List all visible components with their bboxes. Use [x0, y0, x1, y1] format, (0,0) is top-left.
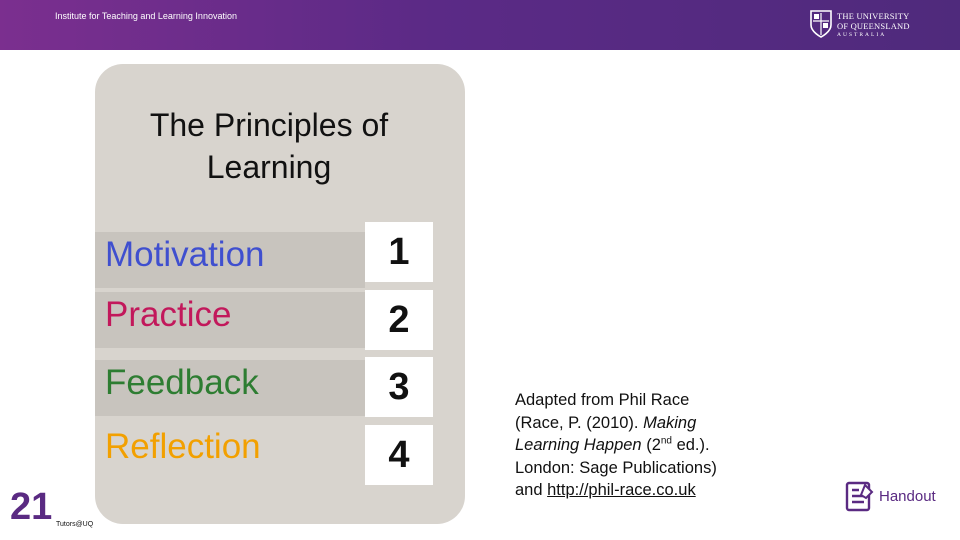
header-bar — [0, 0, 960, 50]
principle-number-3: 3 — [365, 357, 433, 417]
credit-line-1: Adapted from Phil Race — [515, 391, 690, 409]
credit-citation: (Race, P. (2010). — [515, 413, 644, 432]
source-credit — [515, 389, 775, 502]
institute-name: Institute for Teaching and Learning Innovation — [55, 11, 237, 21]
logo-text-line3: AUSTRALIA — [837, 32, 887, 38]
credit-and: and — [515, 481, 548, 499]
panel-title: The Principles of Learning — [149, 107, 389, 185]
handout-button[interactable] — [845, 481, 940, 515]
credit-edition-end: ed.). — [672, 436, 710, 454]
principle-label-practice: Practice — [95, 292, 365, 348]
tutor-tag: Tutors@UQ — [56, 521, 94, 528]
credit-line-3 — [515, 434, 775, 457]
credit-edition: (2 — [641, 436, 661, 454]
handout-label: Handout — [879, 488, 936, 505]
phil-race-link[interactable]: http://phil-race.co.uk — [547, 481, 696, 499]
credit-edition-suffix: nd — [660, 435, 672, 447]
principle-number-4: 4 — [365, 425, 433, 485]
handout-icon — [845, 481, 875, 513]
logo-text-line2: OF QUEENSLAND — [837, 21, 910, 31]
slide-number: 21 — [10, 486, 53, 528]
principle-number-1: 1 — [365, 222, 433, 282]
credit-line-5 — [515, 479, 775, 502]
uq-logo — [810, 10, 910, 40]
principle-label-reflection: Reflection — [95, 424, 365, 480]
principle-number-2: 2 — [365, 290, 433, 350]
principle-label-motivation: Motivation — [95, 232, 365, 288]
credit-book-title-part1: Making — [643, 413, 697, 432]
uq-crest-icon — [810, 10, 832, 38]
logo-text-line1: THE UNIVERSITY — [837, 11, 910, 21]
credit-line-2 — [515, 412, 775, 435]
principle-label-feedback: Feedback — [95, 360, 365, 416]
credit-line-4: London: Sage Publications) — [515, 458, 717, 477]
credit-book-title-part2: Learning Happen — [515, 436, 642, 454]
